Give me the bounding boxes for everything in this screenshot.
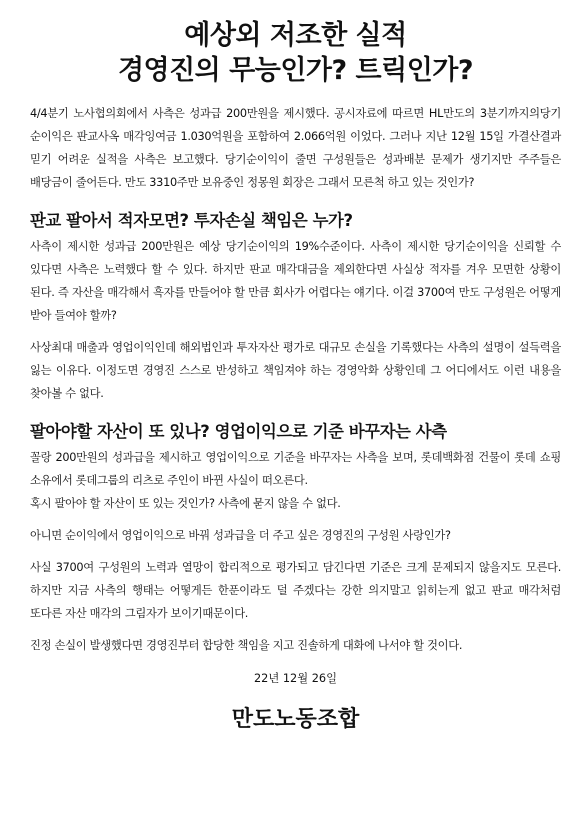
union-signature: 만도노동조합 [231,707,360,732]
publication-date: 22년 12월 26일 [253,672,338,685]
intro-paragraph: 4/4분기 노사협의회에서 사측은 성과급 200만원을 제시했다. 공시자료에 따르면 HL만도의 3분기까지의당기 순이익은 판교사옥 매각잉여금 1.030억원을 포함하여 2.066억원 이었다. 그러나 지난 12월 15일 가결산결과 믿기 어려운 실적을 사측은 보고했다. 당기순이익이 줄면 구성원들은 성과배분 문제가 생기지만 주주들은 배당금이 줄어든다. 만도 3310주만 보유중인 정몽원 회장은 그래서 모른척 하고 있는 것인가? [30,107,561,189]
section-2-paragraph-5: 진정 손실이 발생했다면 경영진부터 합당한 책임을 지고 진솔하게 대화에 나서야 할 것이다. [30,639,463,652]
section-1-paragraph-1: 사측이 제시한 성과급 200만원은 예상 당기순이익의 19%수준이다. 사측이 제시한 당기순이익을 신뢰할 수 있다면 사측은 노력했다 할 수 있다. 하지만 판교 매각대금을 제외한다면 사실상 적자를 겨우 모면한 상황이 된다. 즉 자산을 매각해서 흑자를 만들어야 할 만큼 회사가 어렵다는 얘기다. 이걸 3700여 만도 구성원은 어떻게 받아 들여야 할까? [30,240,561,322]
section-1-paragraph-2: 사상최대 매출과 영업이익인데 해외법인과 투자자산 평가로 대규모 손실을 기록했다는 사측의 설명이 설득력을 잃는 이유다. 이정도면 경영진 스스로 반성하고 책임져야 하는 경영악화 상황인데 그 어디에서도 이런 내용을 찾아볼 수 없다. [30,341,561,400]
section-2-paragraph-3: 아니면 순이익에서 영업이익으로 바꿔 성과급을 더 주고 싶은 경영진의 구성원 사랑인가? [30,529,451,542]
section-2-heading: 팔아야할 자산이 또 있나? 영업이익으로 기준 바꾸자는 사측 [30,422,447,441]
section-2-paragraph-2: 혹시 팔아야 할 자산이 또 있는 것인가? 사측에 묻지 않을 수 없다. [30,497,341,510]
section-2-paragraph-4: 사실 3700여 구성원의 노력과 열망이 합리적으로 평가되고 담긴다면 기준은 크게 문제되지 않을지도 모른다. 하지만 지금 사측의 행태는 어떻게든 한푼이라도 덜 주겠다는 강한 의지말고 읽히는게 없고 판교 매각처럼 또다른 자산 매각의 그림자가 보이기때문이다. [30,561,561,620]
section-2-paragraph-1: 꼴랑 200만원의 성과급을 제시하고 영업이익으로 기준을 바꾸자는 사측을 보며, 롯데백화점 건물이 롯데 쇼핑 소유에서 롯데그룹의 리츠로 주인이 바뀐 사실이 떠오른다. [30,451,561,487]
main-title-line-1: 예상외 저조한 실적 [184,20,407,51]
section-1-heading: 판교 팔아서 적자모면? 투자손실 책임은 누가? [30,211,353,230]
main-title-line-2: 경영진의 무능인가? 트릭인가? [117,55,474,86]
